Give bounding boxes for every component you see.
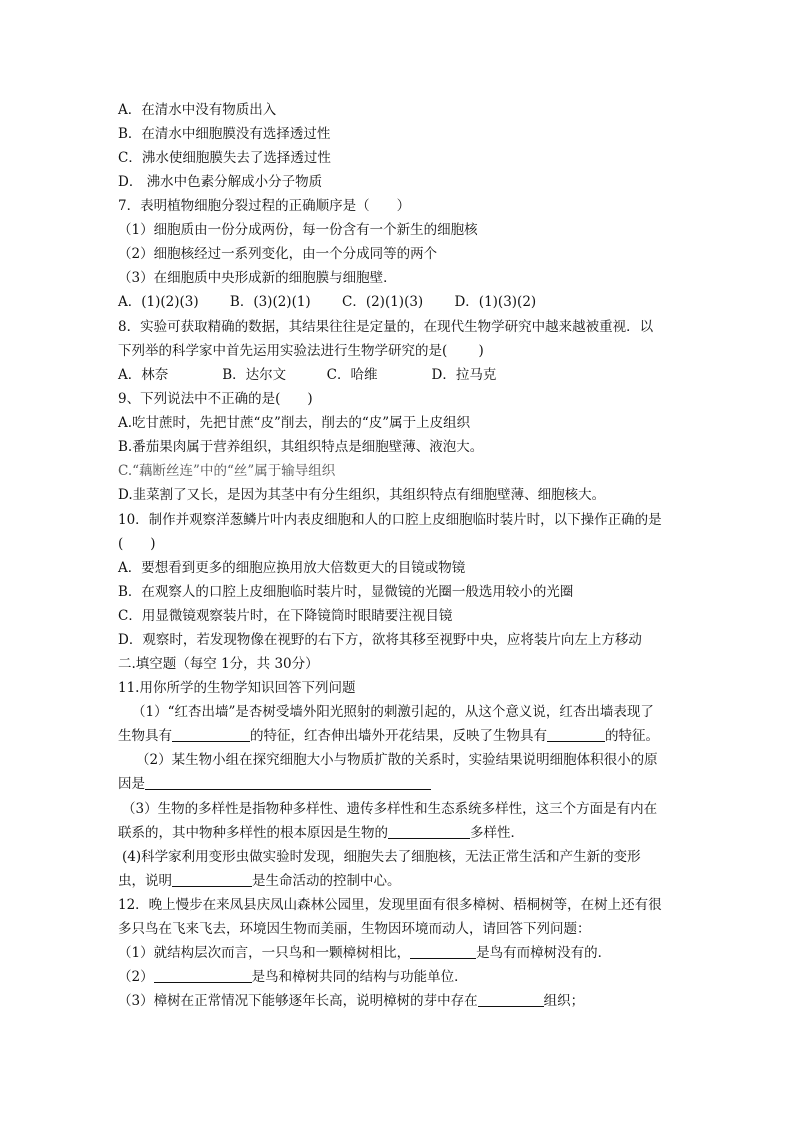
q11-part-4-cont: 虫，说明 是生命活动的控制中心。 <box>118 873 401 889</box>
question-12-cont: 多只鸟在飞来飞去，环境因生物而美丽，生物因环境而动人，请回答下列问题： <box>118 921 591 937</box>
question-8-cont: 下列举的科学家中首先运用实验法进行生物学研究的是( ) <box>118 343 484 359</box>
question-7: 7．表明植物细胞分裂过程的正确顺序是（ ） <box>118 198 411 214</box>
q11-part-4: (4)科学家利用变形虫做实验时发现，细胞失去了细胞核，无法正常生活和产生新的变形 <box>122 849 641 865</box>
q12-part-3: （3）樟树在正常情况下能够逐年长高，说明樟树的芽中存在 组织； <box>118 993 585 1009</box>
q10-option-a: A．要想看到更多的细胞应换用放大倍数更大的目镜或物镜 <box>118 560 466 576</box>
q10-option-d: D．观察时，若发现物像在视野的右下方，欲将其移至视野中央，应将装片向左上方移动 <box>118 632 642 648</box>
q7-item-1: （1）细胞质由一份分成两份，每一份含有一个新生的细胞核 <box>118 222 478 238</box>
q8-options: A．林奈 B．达尔文 C．哈维 D．拉马克 <box>118 367 497 383</box>
answer-blank[interactable] <box>145 775 431 790</box>
option-b: B．在清水中细胞膜没有选择透过性 <box>118 126 331 142</box>
q7-item-2: （2）细胞核经过一系列变化，由一个分成同等的两个 <box>118 246 438 262</box>
question-8: 8．实验可获取精确的数据，其结果往往是定量的，在现代生物学研究中越来越被重视．以 <box>118 319 654 335</box>
q10-option-c: C．用显微镜观察装片时，在下降镜筒时眼睛要注视目镜 <box>118 608 453 624</box>
option-a: A．在清水中没有物质出入 <box>118 102 277 118</box>
q9-option-d: D.韭菜割了又长，是因为其茎中有分生组织，其组织特点有细胞壁薄、细胞核大。 <box>118 487 606 503</box>
answer-blank[interactable] <box>410 944 476 959</box>
q12-part-1: （1）就结构层次而言，一只鸟和一颗樟树相比， 是鸟有而樟树没有的． <box>118 945 612 961</box>
q9-option-b: B.番茄果肉属于营养组织，其组织特点是细胞壁薄、液泡大。 <box>118 439 484 455</box>
section-heading: 二.填空题（每空 1分，共 30分） <box>118 656 319 672</box>
question-12: 12．晚上慢步在来凤县庆凤山森林公园里，发现里面有很多樟树、梧桐树等，在树上还有很 <box>118 897 662 913</box>
question-9: 9、下列说法中不正确的是( ) <box>118 391 313 407</box>
q7-item-3: （3）在细胞质中央形成新的细胞膜与细胞壁． <box>118 270 397 286</box>
answer-blank[interactable] <box>172 872 252 887</box>
question-10: 10．制作并观察洋葱鳞片叶内表皮细胞和人的口腔上皮细胞临时装片时，以下操作正确的是 <box>118 512 662 528</box>
answer-blank[interactable] <box>478 992 544 1007</box>
q11-part-1: （1）“红杏出墙”是杏树受墙外阳光照射的刺激引起的，从这个意义说，红杏出墙表现了 <box>132 704 654 720</box>
answer-blank[interactable] <box>388 824 470 839</box>
answer-blank[interactable] <box>547 727 605 742</box>
q10-option-b: B．在观察人的口腔上皮细胞临时装片时，显微镜的光圈一般选用较小的光圈 <box>118 584 574 600</box>
q12-part-2: （2） 是鸟和樟树共同的结构与功能单位． <box>118 969 468 985</box>
question-11: 11.用你所学的生物学知识回答下列问题 <box>118 680 356 696</box>
option-d: D． 沸水中色素分解成小分子物质 <box>118 174 323 190</box>
answer-blank[interactable] <box>154 968 252 983</box>
q11-part-2: （2）某生物小组在探究细胞大小与物质扩散的关系时，实验结果说明细胞体积很小的原 <box>136 752 658 768</box>
q7-options: A．(1)(2)(3) B．(3)(2)(1) C．(2)(1)(3) D．(1)(3)(2) <box>118 294 537 310</box>
question-10-cont: ( ) <box>118 536 156 552</box>
option-c: C．沸水使细胞膜失去了选择透过性 <box>118 150 331 166</box>
answer-blank[interactable] <box>172 727 250 742</box>
q11-part-3-cont: 联系的，其中物种多样性的根本原因是生物的 多样性． <box>118 825 524 841</box>
q11-part-1-cont: 生物具有 的特征，红杏伸出墙外开花结果，反映了生物具有 的特征。 <box>118 728 659 744</box>
q9-option-c: C.“藕断丝连”中的“丝”属于输导组织 <box>118 463 336 479</box>
q11-part-3: （3）生物的多样性是指物种多样性、遗传多样性和生态系统多样性，这三个方面是有内在 <box>122 801 658 817</box>
q11-part-2-cont: 因是 <box>118 775 431 793</box>
q9-option-a: A.吃甘蔗时，先把甘蔗“皮”削去，削去的“皮”属于上皮组织 <box>118 415 471 431</box>
